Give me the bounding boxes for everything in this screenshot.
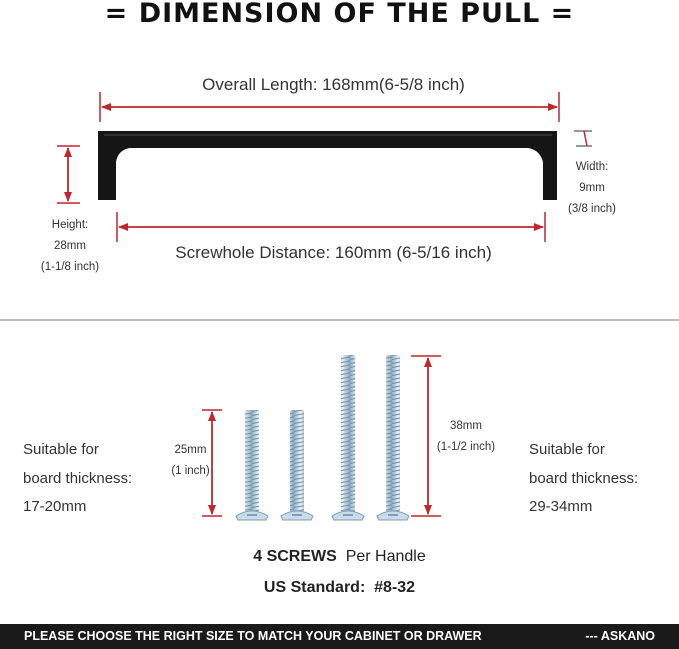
screwhole-distance-dimension	[117, 212, 545, 242]
short-screw	[236, 410, 268, 520]
right-note-line: 29-34mm	[529, 498, 593, 515]
footer-notice: PLEASE CHOOSE THE RIGHT SIZE TO MATCH YOUR CABINET OR DRAWER	[24, 629, 482, 643]
footer-brand: --- ASKANO	[585, 629, 655, 643]
long-screw	[377, 355, 409, 520]
width-label-group	[556, 157, 628, 220]
screw-count-caption	[0, 548, 679, 566]
width-dimension	[574, 131, 592, 146]
long-screw-mm: 38mm	[450, 420, 482, 432]
left-board-note	[23, 436, 132, 522]
short-screw	[281, 410, 313, 520]
left-note-line: Suitable for	[23, 441, 99, 458]
height-label-group	[30, 215, 110, 278]
right-note-line: board thickness:	[529, 469, 639, 487]
long-screw	[332, 355, 364, 520]
overall-length-dimension	[100, 92, 559, 122]
height-mm: 28mm	[54, 240, 86, 252]
short-screw-mm: 25mm	[174, 444, 207, 456]
height-inch: (1-1/8 inch)	[40, 261, 100, 273]
overall-length-label: Overall Length: 168mm(6-5/8 inch)	[202, 75, 465, 94]
screw-count-rest: Per Handle	[345, 548, 426, 565]
width-label: Width:	[575, 161, 609, 173]
left-note-line: 17-20mm	[23, 498, 87, 515]
screw-standard-caption	[0, 579, 679, 597]
screw-standard-bold: US Standard:	[263, 579, 366, 596]
long-screw-label-group	[428, 416, 504, 458]
section-divider	[0, 319, 679, 321]
short-screw-inch: (1 inch)	[171, 465, 210, 477]
long-screw-inch: (1-1/2 inch)	[436, 441, 496, 453]
width-inch: (3/8 inch)	[568, 203, 616, 215]
page-title: = DIMENSION OF THE PULL =	[104, 0, 575, 29]
width-mm: 9mm	[579, 182, 605, 194]
right-note-line: Suitable for	[529, 441, 605, 458]
short-screw-label-group	[163, 440, 218, 482]
handle-pull	[98, 131, 557, 200]
height-label: Height:	[51, 219, 89, 231]
screw-standard-value: #8-32	[374, 579, 416, 596]
footer-bar	[0, 624, 679, 649]
screw-count-bold: 4 SCREWS	[253, 548, 337, 565]
left-note-line: board thickness:	[23, 469, 133, 487]
screwhole-distance-label: Screwhole Distance: 160mm (6-5/16 inch)	[175, 243, 492, 262]
right-board-note	[529, 436, 638, 522]
height-dimension	[57, 146, 80, 203]
